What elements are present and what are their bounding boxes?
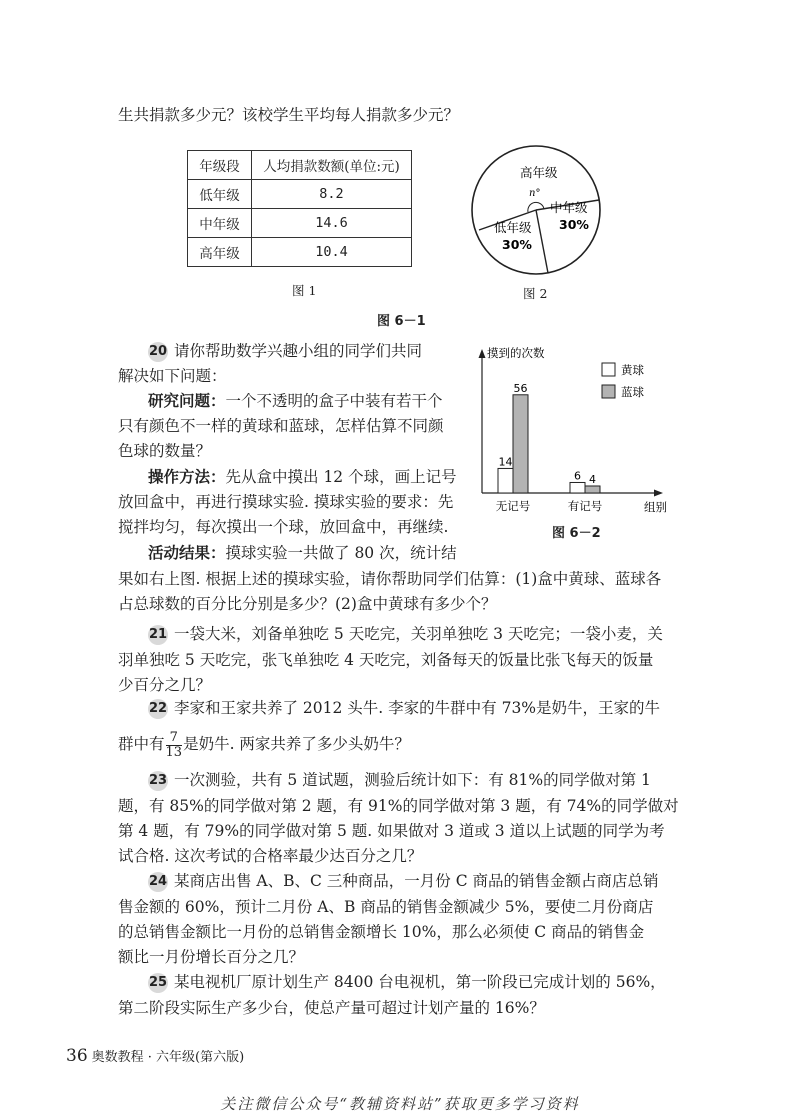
pie-chart xyxy=(466,140,606,280)
q20-line xyxy=(148,467,457,487)
figure-caption: 图 6－1 xyxy=(377,314,426,329)
legend-swatch-yellow xyxy=(602,363,615,376)
bar-value-label: 56 xyxy=(513,381,528,395)
question-number: 22 xyxy=(148,699,168,719)
bar-blue xyxy=(585,486,600,493)
q20-line: 解决如下问题： xyxy=(118,367,227,385)
x-tick-label: 无记号 xyxy=(495,499,531,513)
q21-line xyxy=(148,624,663,645)
q23-text: 一次测验，共有 5 道试题，测验后统计如下：有 81%的同学做对第 1 xyxy=(174,771,651,789)
table-header-row xyxy=(188,151,412,180)
question-number: 23 xyxy=(148,771,168,791)
legend-swatch-blue xyxy=(602,385,615,398)
label-method: 操作方法： xyxy=(148,468,226,486)
table-header: 年级段 xyxy=(188,151,252,180)
table-cell: 10.4 xyxy=(252,238,412,267)
question-number: 24 xyxy=(148,872,168,892)
q23-line: 题，有 85%的同学做对第 2 题，有 91%的同学做对第 3 题，有 74%的同学做对 xyxy=(118,797,679,815)
page-footer xyxy=(66,1046,244,1066)
table-cell: 高年级 xyxy=(188,238,252,267)
table-row xyxy=(188,209,412,238)
question-number: 21 xyxy=(148,625,168,645)
q25-line: 第二阶段实际生产多少台，使总产量可超过计划产量的 16%？ xyxy=(118,999,545,1017)
q22-line xyxy=(148,698,660,719)
fraction-denominator: 13 xyxy=(165,744,183,760)
q20-line: 放回盒中，再进行摸球实验. 摸球实验的要求：先 xyxy=(118,493,454,511)
q25-line xyxy=(148,972,666,993)
table-cell: 14.6 xyxy=(252,209,412,238)
table-row xyxy=(188,180,412,209)
q24-line: 额比一月份增长百分之几？ xyxy=(118,948,305,966)
q20-line: 占总球数的百分比分别是多少？(2)盒中黄球有多少个？ xyxy=(118,595,497,613)
intro-line: 生共捐款多少元？该校学生平均每人捐款多少元？ xyxy=(118,106,460,124)
fraction xyxy=(166,731,183,760)
x-axis-label: 组别 xyxy=(644,500,667,514)
q20-text: 先从盒中摸出 12 个球，画上记号 xyxy=(225,468,457,486)
pie-label-low-pct: 30% xyxy=(502,237,532,252)
table-row xyxy=(188,238,412,267)
q20-line: 果如右上图. 根据上述的摸球实验，请你帮助同学们估算：(1)盒中黄球、蓝球各 xyxy=(118,570,662,588)
question-number: 25 xyxy=(148,973,168,993)
label-result: 活动结果： xyxy=(148,544,226,562)
fraction-numerator: 7 xyxy=(166,731,183,746)
q23-line: 第 4 题，有 79%的同学做对第 5 题. 如果做对 3 道或 3 道以上试题的同学为考 xyxy=(118,822,665,840)
table-header: 人均捐款数额(单位:元) xyxy=(252,151,412,180)
q20-line: 搅拌均匀，每次摸出一个球，放回盒中，再继续. xyxy=(118,518,449,536)
q20-text: 请你帮助数学兴趣小组的同学们共同 xyxy=(174,342,423,360)
q22-text: 李家和王家共养了 2012 头牛. 李家的牛群中有 73%是奶牛，王家的牛 xyxy=(174,699,661,717)
y-axis-arrow xyxy=(479,349,486,358)
bar-chart-caption: 图 6－2 xyxy=(552,526,601,541)
book-title: 奥数教程 · 六年级(第六版) xyxy=(91,1050,245,1065)
bar-value-label: 4 xyxy=(589,472,596,486)
q20-line xyxy=(148,543,457,563)
q23-line xyxy=(148,770,651,791)
pie-caption: 图 2 xyxy=(523,286,548,301)
q20-text: 一个不透明的盒子中装有若干个 xyxy=(225,392,443,410)
q24-line: 的总销售金额比一月份的总销售金额增长 10%，那么必须使 C 商品的销售金 xyxy=(118,923,645,941)
legend-label: 黄球 xyxy=(621,363,644,377)
q20-text: 摸球实验一共做了 80 次，统计结 xyxy=(225,544,457,562)
x-axis-arrow xyxy=(654,490,663,497)
table-cell: 中年级 xyxy=(188,209,252,238)
q23-line: 试合格. 这次考试的合格率最少达百分之几？ xyxy=(118,847,423,865)
page-number: 36 xyxy=(66,1046,88,1066)
q20-line: 只有颜色不一样的黄球和蓝球，怎样估算不同颜 xyxy=(118,417,444,435)
bar-value-label: 6 xyxy=(574,469,581,483)
q21-line: 少百分之几？ xyxy=(118,676,212,694)
q24-line xyxy=(148,871,659,892)
label-research: 研究问题： xyxy=(148,392,226,410)
q21-line: 羽单独吃 5 天吃完，张飞单独吃 4 天吃完，刘备每天的饭量比张飞每天的饭量 xyxy=(118,651,654,669)
q22-text: 是奶牛. 两家共养了多少头奶牛？ xyxy=(183,735,410,753)
bar-yellow xyxy=(498,468,513,493)
table-cell: 低年级 xyxy=(188,180,252,209)
bar-blue xyxy=(513,395,528,493)
x-tick-label: 有记号 xyxy=(567,499,603,513)
q22-text: 群中有 xyxy=(118,735,165,753)
y-axis-label: 摸到的次数 xyxy=(487,346,545,360)
bar-yellow xyxy=(570,482,585,493)
pie-label-high: 高年级 xyxy=(520,165,558,180)
pie-label-mid: 中年级 xyxy=(550,200,588,215)
q20-line: 色球的数量？ xyxy=(118,442,212,460)
legend-label: 蓝球 xyxy=(621,385,644,399)
table-cell: 8.2 xyxy=(252,180,412,209)
donation-table xyxy=(187,150,412,267)
pie-label-low: 低年级 xyxy=(494,220,532,235)
q20-line xyxy=(148,391,443,411)
question-number: 20 xyxy=(148,342,168,362)
bar-value-label: 14 xyxy=(498,455,513,469)
watermark: 关注微信公众号“教辅资料站”获取更多学习资料 xyxy=(220,1095,580,1113)
q24-line: 售金额的 60%，预计二月份 A、B 商品的销售金额减少 5%，要使二月份商店 xyxy=(118,898,654,916)
q20-line xyxy=(148,341,422,362)
q25-text: 某电视机厂原计划生产 8400 台电视机，第一阶段已完成计划的 56%， xyxy=(174,973,666,991)
pie-label-angle: n° xyxy=(529,188,541,199)
q21-text: 一袋大米，刘备单独吃 5 天吃完，关羽单独吃 3 天吃完；一袋小麦，关 xyxy=(174,625,663,643)
bar-chart xyxy=(470,343,680,523)
q24-text: 某商店出售 A、B、C 三种商品，一月份 C 商品的销售金额占商店总销 xyxy=(174,872,659,890)
pie-label-mid-pct: 30% xyxy=(559,217,589,232)
table-caption: 图 1 xyxy=(292,283,317,298)
q22-line xyxy=(118,728,410,760)
